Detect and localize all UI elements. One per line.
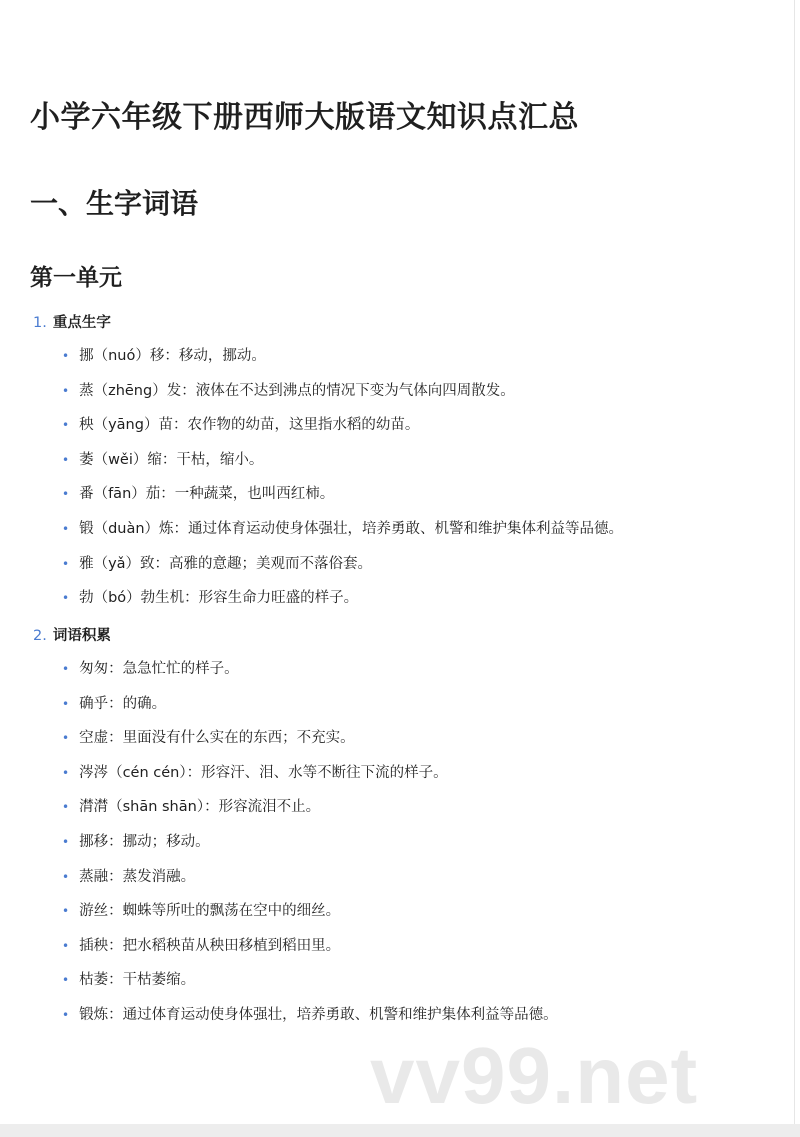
- bullet-icon: •: [62, 800, 70, 815]
- list-item: [62, 936, 340, 956]
- list-item-text: 挪（nuó）移：移动，挪动。: [79, 348, 266, 364]
- bullet-icon: •: [62, 662, 70, 676]
- list-item: [62, 588, 358, 608]
- list-item-text: 勃（bó）勃生机：形容生命力旺盛的样子。: [79, 590, 359, 607]
- unit-heading: 第一单元: [30, 265, 122, 291]
- section-heading: 一、生字词语: [30, 187, 199, 220]
- list-item: [62, 415, 419, 435]
- list-item: [62, 832, 210, 852]
- list-item: [62, 554, 372, 574]
- bullet-icon: •: [62, 696, 70, 711]
- list-item-text: 雅（yǎ）致：高雅的意趣；美观而不落俗套。: [79, 555, 373, 572]
- bullet-icon: •: [62, 522, 70, 536]
- list-item: [62, 901, 340, 921]
- list-item-text: 潸潸（shān shān）：形容流泪不止。: [79, 799, 321, 816]
- page-bottom-edge: [0, 1124, 800, 1137]
- list-number: 2.: [33, 628, 47, 644]
- bullet-icon: •: [62, 556, 70, 571]
- numbered-list-heading: [33, 311, 111, 332]
- list-item-text: 萎（wěi）缩：干枯，缩小。: [79, 451, 264, 468]
- bullet-icon: •: [62, 1008, 70, 1022]
- list-item-text: 挪移：挪动；移动。: [79, 834, 210, 850]
- numbered-list-heading: [33, 624, 111, 645]
- list-item-text: 锻炼：通过体育运动使身体强壮，培养勇敢、机警和维护集体利益等品德。: [79, 1007, 558, 1023]
- list-item-text: 匆匆：急急忙忙的样子。: [79, 661, 239, 677]
- list-item-text: 游丝：蜘蛛等所吐的飘荡在空中的细丝。: [79, 903, 341, 920]
- bullet-icon: •: [62, 973, 70, 988]
- list-heading-text: 重点生字: [52, 315, 111, 331]
- list-number: 1.: [33, 315, 47, 331]
- list-item: [62, 694, 166, 714]
- bullet-icon: •: [62, 418, 70, 433]
- list-item-text: 空虚：里面没有什么实在的东西；不充实。: [79, 730, 355, 747]
- list-item: [62, 1005, 558, 1025]
- bullet-icon: •: [62, 591, 70, 606]
- list-item: [62, 970, 195, 990]
- bullet-icon: •: [62, 904, 70, 919]
- list-item-text: 锻（duàn）炼：通过体育运动使身体强壮，培养勇敢、机警和维护集体利益等品德。: [79, 521, 624, 537]
- bullet-icon: •: [62, 731, 70, 746]
- bullet-icon: •: [62, 765, 70, 780]
- list-item-text: 蒸融：蒸发消融。: [79, 868, 196, 885]
- list-item: [62, 659, 239, 679]
- list-item-text: 插秧：把水稻秧苗从秧田移植到稻田里。: [79, 937, 341, 954]
- list-item-text: 蒸（zhēng）发：液体在不达到沸点的情况下变为气体向四周散发。: [79, 382, 515, 399]
- list-item: [62, 763, 448, 783]
- bullet-icon: •: [62, 938, 70, 953]
- bullet-icon: •: [62, 487, 70, 502]
- bullet-icon: •: [62, 835, 70, 849]
- bullet-icon: •: [62, 869, 70, 884]
- list-item-text: 番（fān）茄：一种蔬菜，也叫西红柿。: [79, 486, 335, 503]
- list-item: [62, 797, 320, 817]
- list-item: [62, 450, 263, 470]
- watermark: vv99.net: [370, 1031, 699, 1120]
- list-item: [62, 728, 355, 748]
- bullet-icon: •: [62, 383, 70, 398]
- list-item-text: 秧（yāng）苗：农作物的幼苗，这里指水稻的幼苗。: [79, 417, 420, 434]
- bullet-icon: •: [62, 452, 70, 467]
- list-heading-text: 词语积累: [52, 628, 111, 644]
- list-item-text: 涔涔（cén cén）：形容汗、泪、水等不断往下流的样子。: [79, 764, 448, 781]
- list-item-text: 确乎：的确。: [79, 695, 167, 712]
- document-title: 小学六年级下册西师大版语文知识点汇总: [30, 100, 579, 135]
- list-item: [62, 381, 515, 401]
- list-item: [62, 484, 334, 504]
- list-item: [62, 519, 623, 539]
- list-item-text: 枯萎：干枯萎缩。: [79, 972, 196, 989]
- list-item: [62, 867, 195, 887]
- bullet-icon: •: [62, 349, 70, 363]
- list-item: [62, 346, 266, 366]
